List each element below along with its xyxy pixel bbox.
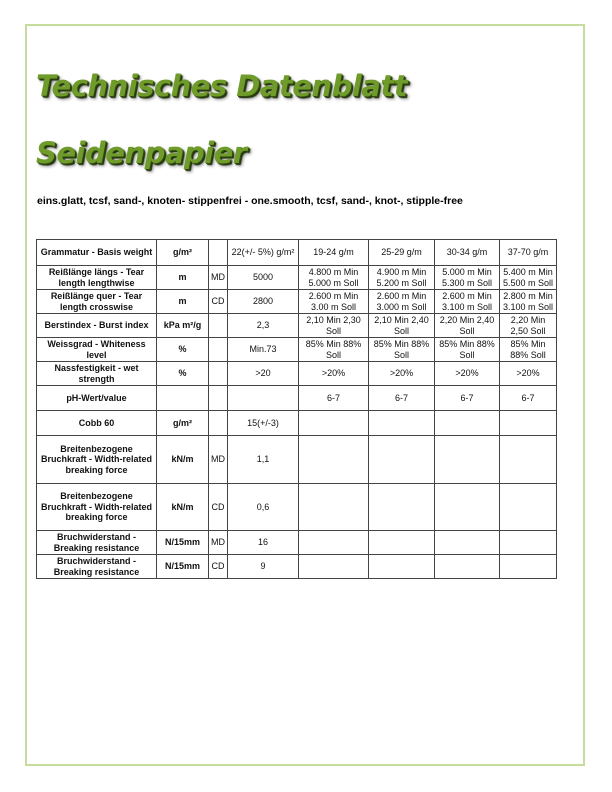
parameter-name: Cobb 60 xyxy=(37,411,157,436)
value-cell xyxy=(369,436,435,484)
value-cell: 2.600 m Min 3.100 m Soll xyxy=(435,290,500,314)
value-cell: 4.900 m Min 5.200 m Soll xyxy=(369,266,435,290)
parameter-name: Weissgrad - Whiteness level xyxy=(37,338,157,362)
table-row xyxy=(37,555,557,579)
value-cell: 30-34 g/m xyxy=(435,240,500,266)
value-cell: 37-70 g/m xyxy=(500,240,557,266)
table-row xyxy=(37,338,557,362)
unit-cell: g/m² xyxy=(157,411,209,436)
value-cell: 2,10 Min 2,30 Soll xyxy=(299,314,369,338)
unit-cell: kPa m²/g xyxy=(157,314,209,338)
unit-cell: N/15mm xyxy=(157,531,209,555)
value-cell: 85% Min 88% Soll xyxy=(299,338,369,362)
direction-cell: CD xyxy=(209,484,228,531)
unit-cell: % xyxy=(157,338,209,362)
table-row xyxy=(37,484,557,531)
base-value-cell: 5000 xyxy=(228,266,299,290)
value-cell xyxy=(369,555,435,579)
value-cell xyxy=(299,436,369,484)
table-row xyxy=(37,436,557,484)
value-cell: 85% Min 88% Soll xyxy=(500,338,557,362)
value-cell xyxy=(299,411,369,436)
table-row xyxy=(37,411,557,436)
unit-cell xyxy=(157,386,209,411)
value-cell xyxy=(500,555,557,579)
base-value-cell: 15(+/-3) xyxy=(228,411,299,436)
value-cell: >20% xyxy=(500,362,557,386)
value-cell: 6-7 xyxy=(500,386,557,411)
direction-cell xyxy=(209,362,228,386)
base-value-cell: 22(+/- 5%) g/m² xyxy=(228,240,299,266)
value-cell: 2.600 m Min 3.00 m Soll xyxy=(299,290,369,314)
direction-cell: MD xyxy=(209,531,228,555)
value-cell xyxy=(435,531,500,555)
base-value-cell: 9 xyxy=(228,555,299,579)
unit-cell: % xyxy=(157,362,209,386)
value-cell xyxy=(500,436,557,484)
document-product-title: Seidenpapier xyxy=(36,136,247,170)
direction-cell xyxy=(209,240,228,266)
value-cell: 19-24 g/m xyxy=(299,240,369,266)
direction-cell xyxy=(209,338,228,362)
value-cell xyxy=(435,555,500,579)
value-cell xyxy=(500,411,557,436)
value-cell xyxy=(299,484,369,531)
unit-cell: m xyxy=(157,266,209,290)
value-cell xyxy=(500,531,557,555)
value-cell xyxy=(435,411,500,436)
parameter-name: Reißlänge längs - Tear length lengthwise xyxy=(37,266,157,290)
value-cell xyxy=(369,411,435,436)
direction-cell xyxy=(209,314,228,338)
document-title: Technisches Datenblatt xyxy=(36,69,408,103)
spec-table xyxy=(36,239,557,579)
value-cell xyxy=(435,484,500,531)
base-value-cell: 1,1 xyxy=(228,436,299,484)
product-description: eins.glatt, tcsf, sand-, knoten- stippenfrei - one.smooth, tcsf, sand-, knot-, stipple-free xyxy=(37,195,463,207)
table-row xyxy=(37,531,557,555)
value-cell: 85% Min 88% Soll xyxy=(369,338,435,362)
table-row xyxy=(37,386,557,411)
value-cell: 25-29 g/m xyxy=(369,240,435,266)
value-cell: >20% xyxy=(369,362,435,386)
base-value-cell: Min.73 xyxy=(228,338,299,362)
parameter-name: Bruchwiderstand - Breaking resistance xyxy=(37,555,157,579)
value-cell xyxy=(435,436,500,484)
value-cell: 6-7 xyxy=(369,386,435,411)
table-row xyxy=(37,266,557,290)
unit-cell: m xyxy=(157,290,209,314)
direction-cell: MD xyxy=(209,436,228,484)
direction-cell xyxy=(209,411,228,436)
table-row xyxy=(37,314,557,338)
value-cell: 5.400 m Min 5.500 m Soll xyxy=(500,266,557,290)
base-value-cell: 2,3 xyxy=(228,314,299,338)
value-cell: 2,10 Min 2,40 Soll xyxy=(369,314,435,338)
parameter-name: pH-Wert/value xyxy=(37,386,157,411)
value-cell xyxy=(299,555,369,579)
value-cell: 2,20 Min 2,50 Soll xyxy=(500,314,557,338)
direction-cell xyxy=(209,386,228,411)
parameter-name: Breitenbezogene Bruchkraft - Width-related breaking force xyxy=(37,484,157,531)
parameter-name: Grammatur - Basis weight xyxy=(37,240,157,266)
base-value-cell: 2800 xyxy=(228,290,299,314)
direction-cell: CD xyxy=(209,555,228,579)
value-cell: 6-7 xyxy=(299,386,369,411)
base-value-cell: 0,6 xyxy=(228,484,299,531)
base-value-cell xyxy=(228,386,299,411)
unit-cell: kN/m xyxy=(157,484,209,531)
parameter-name: Breitenbezogene Bruchkraft - Width-related breaking force xyxy=(37,436,157,484)
unit-cell: N/15mm xyxy=(157,555,209,579)
direction-cell: CD xyxy=(209,290,228,314)
unit-cell: g/m² xyxy=(157,240,209,266)
value-cell: 2,20 Min 2,40 Soll xyxy=(435,314,500,338)
parameter-name: Bruchwiderstand - Breaking resistance xyxy=(37,531,157,555)
parameter-name: Berstindex - Burst index xyxy=(37,314,157,338)
value-cell xyxy=(369,531,435,555)
table-row xyxy=(37,240,557,266)
value-cell: 2.800 m Min 3.100 m Soll xyxy=(500,290,557,314)
value-cell xyxy=(369,484,435,531)
value-cell: 6-7 xyxy=(435,386,500,411)
value-cell xyxy=(299,531,369,555)
base-value-cell: 16 xyxy=(228,531,299,555)
value-cell: 4.800 m Min 5.000 m Soll xyxy=(299,266,369,290)
base-value-cell: >20 xyxy=(228,362,299,386)
parameter-name: Reißlänge quer - Tear length crosswise xyxy=(37,290,157,314)
value-cell: >20% xyxy=(435,362,500,386)
unit-cell: kN/m xyxy=(157,436,209,484)
table-row xyxy=(37,290,557,314)
value-cell: >20% xyxy=(299,362,369,386)
value-cell: 85% Min 88% Soll xyxy=(435,338,500,362)
parameter-name: Nassfestigkeit - wet strength xyxy=(37,362,157,386)
value-cell: 5.000 m Min 5.300 m Soll xyxy=(435,266,500,290)
table-row xyxy=(37,362,557,386)
direction-cell: MD xyxy=(209,266,228,290)
value-cell xyxy=(500,484,557,531)
value-cell: 2.600 m Min 3.000 m Soll xyxy=(369,290,435,314)
